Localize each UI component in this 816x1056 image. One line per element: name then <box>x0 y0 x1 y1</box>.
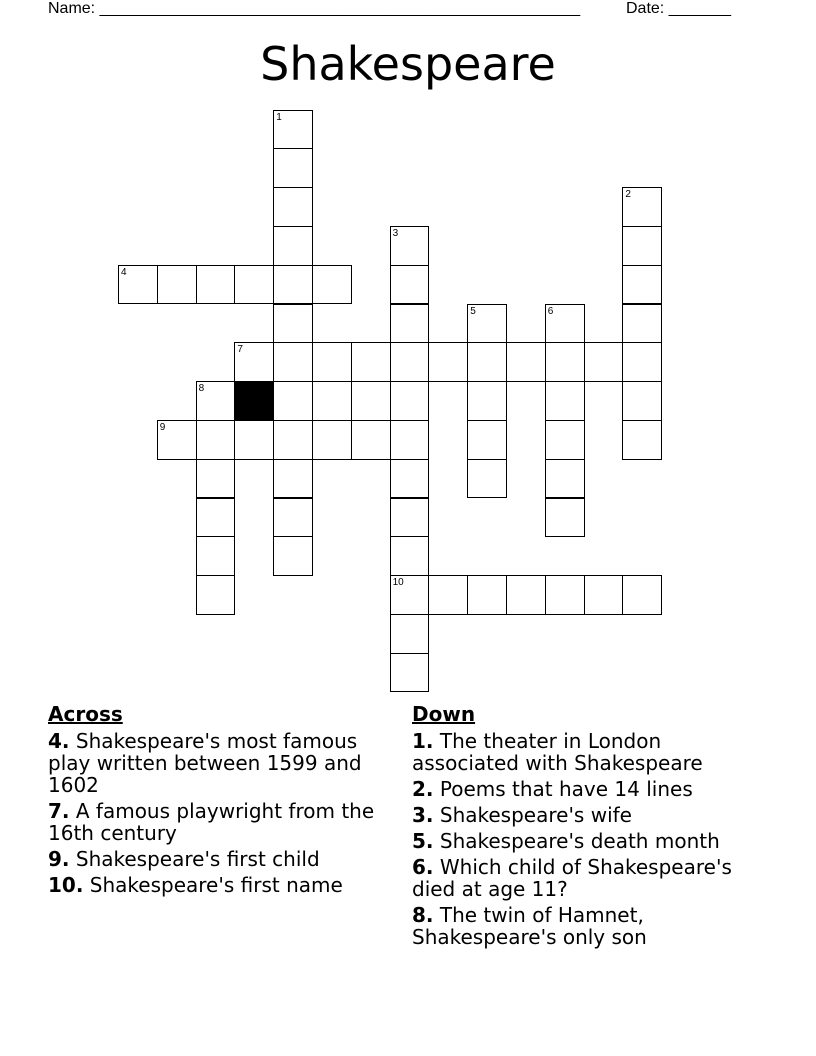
crossword-cell[interactable] <box>196 459 236 499</box>
name-field-label: Name: ______________________________________________________ <box>48 0 581 17</box>
crossword-cell[interactable] <box>506 342 546 382</box>
clue-number: 8. <box>412 903 434 927</box>
across-clues <box>48 702 388 900</box>
crossword-cell[interactable] <box>196 420 236 460</box>
clue-down-2 <box>412 778 752 800</box>
crossword-cell[interactable] <box>467 342 507 382</box>
clue-number-label: 7 <box>237 344 243 356</box>
crossword-cell[interactable] <box>390 498 430 538</box>
crossword-cell[interactable] <box>545 342 585 382</box>
clue-down-1 <box>412 730 752 774</box>
clue-text: Shakespeare's wife <box>433 803 632 827</box>
clue-number: 5. <box>412 829 434 853</box>
clue-down-5 <box>412 830 752 852</box>
crossword-cell[interactable] <box>273 459 313 499</box>
crossword-cell[interactable] <box>312 265 352 305</box>
crossword-cell[interactable] <box>545 420 585 460</box>
crossword-cell[interactable] <box>622 381 662 421</box>
across-heading: Across <box>48 702 123 726</box>
crossword-cell[interactable] <box>390 381 430 421</box>
crossword-cell[interactable] <box>273 420 313 460</box>
crossword-cell[interactable] <box>196 265 236 305</box>
crossword-cell[interactable] <box>584 575 624 615</box>
crossword-cell[interactable] <box>273 265 313 305</box>
crossword-cell[interactable] <box>273 226 313 266</box>
crossword-cell[interactable] <box>196 536 236 576</box>
clue-text: Shakespeare's death month <box>433 829 720 853</box>
crossword-cell[interactable] <box>196 575 236 615</box>
crossword-cell[interactable] <box>622 304 662 344</box>
black-square <box>234 381 274 421</box>
down-heading: Down <box>412 702 476 726</box>
crossword-cell[interactable] <box>622 265 662 305</box>
crossword-cell[interactable] <box>545 498 585 538</box>
crossword-cell[interactable] <box>351 420 391 460</box>
crossword-cell[interactable] <box>390 459 430 499</box>
clue-number: 3. <box>412 803 434 827</box>
crossword-cell[interactable] <box>273 342 313 382</box>
crossword-cell[interactable] <box>312 420 352 460</box>
clue-number: 2. <box>412 777 434 801</box>
crossword-cell[interactable] <box>351 342 391 382</box>
crossword-cell[interactable] <box>234 420 274 460</box>
crossword-cell[interactable] <box>273 304 313 344</box>
clue-number-label: 6 <box>547 305 554 317</box>
crossword-cell[interactable] <box>428 575 468 615</box>
crossword-cell[interactable] <box>196 498 236 538</box>
clue-down-6 <box>412 856 752 900</box>
crossword-cell[interactable] <box>622 575 662 615</box>
crossword-cell[interactable] <box>390 575 430 615</box>
clue-text: The twin of Hamnet, Shakespeare's only son <box>412 903 647 949</box>
clue-number-label: 8 <box>198 383 205 395</box>
crossword-cell[interactable] <box>273 498 313 538</box>
crossword-cell[interactable] <box>312 381 352 421</box>
clue-text: The theater in London associated with Shakespeare <box>412 729 703 775</box>
clue-across-10 <box>48 874 388 896</box>
crossword-cell[interactable] <box>234 342 274 382</box>
crossword-cell[interactable] <box>390 226 430 266</box>
crossword-cell[interactable] <box>467 304 507 344</box>
crossword-cell[interactable] <box>196 381 236 421</box>
crossword-cell[interactable] <box>467 420 507 460</box>
clue-number: 4. <box>48 729 70 753</box>
crossword-cell[interactable] <box>390 653 430 693</box>
date-field-label: Date: _______ <box>626 0 731 17</box>
crossword-cell[interactable] <box>273 187 313 227</box>
clue-number: 9. <box>48 847 70 871</box>
crossword-cell[interactable] <box>390 536 430 576</box>
crossword-cell[interactable] <box>467 575 507 615</box>
crossword-cell[interactable] <box>622 342 662 382</box>
crossword-cell[interactable] <box>273 536 313 576</box>
crossword-cell[interactable] <box>467 459 507 499</box>
clue-number: 10. <box>48 873 84 897</box>
crossword-cell[interactable] <box>234 265 274 305</box>
down-clues <box>412 702 752 952</box>
crossword-cell[interactable] <box>622 187 662 227</box>
crossword-cell[interactable] <box>273 110 313 150</box>
crossword-cell[interactable] <box>390 614 430 654</box>
clue-number-label: 4 <box>121 266 127 278</box>
clue-number-label: 1 <box>276 111 282 123</box>
clue-across-7 <box>48 800 388 844</box>
crossword-cell[interactable] <box>467 381 507 421</box>
clue-text: Shakespeare's first name <box>83 873 343 897</box>
clue-number-label: 10 <box>392 577 404 589</box>
clue-number: 7. <box>48 799 70 823</box>
clue-text: Which child of Shakespeare's died at age 11? <box>412 855 732 901</box>
clue-down-8 <box>412 904 752 948</box>
crossword-cell[interactable] <box>506 575 546 615</box>
crossword-cell[interactable] <box>157 420 197 460</box>
crossword-cell[interactable] <box>390 304 430 344</box>
crossword-cell[interactable] <box>312 342 352 382</box>
page-title: Shakespeare <box>260 37 556 91</box>
crossword-cell[interactable] <box>351 381 391 421</box>
clue-number-label: 9 <box>159 421 166 433</box>
clue-across-9 <box>48 848 388 870</box>
clue-text: Poems that have 14 lines <box>433 777 693 801</box>
clue-number: 6. <box>412 855 434 879</box>
crossword-cell[interactable] <box>622 420 662 460</box>
crossword-cell[interactable] <box>273 148 313 188</box>
clue-down-3 <box>412 804 752 826</box>
crossword-cell[interactable] <box>428 342 468 382</box>
clue-number-label: 5 <box>470 305 476 317</box>
crossword-cell[interactable] <box>118 265 158 305</box>
clue-number: 1. <box>412 729 434 753</box>
clue-text: Shakespeare's first child <box>69 847 320 871</box>
crossword-cell[interactable] <box>545 575 585 615</box>
clue-across-4 <box>48 730 388 796</box>
crossword-cell[interactable] <box>390 420 430 460</box>
crossword-cell[interactable] <box>545 459 585 499</box>
clue-number-label: 2 <box>625 189 631 201</box>
clue-number-label: 3 <box>392 227 399 239</box>
crossword-cell[interactable] <box>584 342 624 382</box>
crossword-cell[interactable] <box>545 304 585 344</box>
crossword-cell[interactable] <box>622 226 662 266</box>
crossword-cell[interactable] <box>390 265 430 305</box>
crossword-cell[interactable] <box>390 342 430 382</box>
clue-text: A famous playwright from the 16th century <box>48 799 375 845</box>
crossword-cell[interactable] <box>157 265 197 305</box>
clue-text: Shakespeare's most famous play written between 1599 and 1602 <box>48 729 362 797</box>
crossword-cell[interactable] <box>545 381 585 421</box>
crossword-cell[interactable] <box>273 381 313 421</box>
